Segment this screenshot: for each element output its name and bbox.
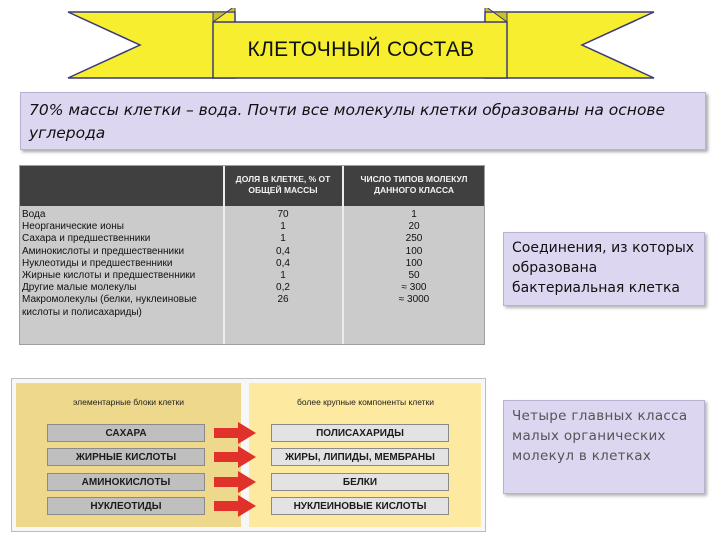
- table-row-share: [225, 307, 341, 320]
- table-row-share: 0,4: [276, 257, 290, 269]
- arrow-right-icon: [214, 422, 256, 444]
- small-unit-box: АМИНОКИСЛОТЫ: [47, 473, 205, 491]
- table-row-share: 70: [277, 209, 289, 220]
- column-divider: [342, 166, 344, 344]
- table-row-types: 100: [405, 245, 423, 257]
- table-row-name: Макромолекулы (белки, нуклеиновые: [22, 294, 197, 306]
- small-unit-box: ЖИРНЫЕ КИСЛОТЫ: [47, 448, 205, 466]
- left-panel-header: элементарные блоки клетки: [73, 397, 184, 407]
- subtitle-box: 70% массы клетки – вода. Почти все молекулы клетки образованы на основе углерода: [20, 92, 706, 150]
- table-row-name: кислоты и полисахариды): [22, 306, 142, 318]
- table-row-name: Неорганические ионы: [22, 221, 124, 233]
- arrow-right-icon: [214, 471, 256, 493]
- large-unit-box: БЕЛКИ: [271, 473, 449, 491]
- large-unit-box: ПОЛИСАХАРИДЫ: [271, 424, 449, 442]
- table-row-types: [345, 307, 483, 320]
- table-row-types: 20: [408, 221, 420, 233]
- page-title: КЛЕТОЧНЫЙ СОСТАВ: [247, 38, 475, 61]
- building-blocks-diagram: [11, 378, 486, 532]
- large-unit-box: НУКЛЕИНОВЫЕ КИСЛОТЫ: [271, 497, 449, 515]
- table-row-name: Сахара и предшественники: [22, 233, 151, 245]
- table-row-types: ≈ 3000: [398, 294, 430, 306]
- table-row-name: Аминокислоты и предшественники: [22, 245, 185, 257]
- table-row-share: 1: [280, 221, 286, 233]
- small-unit-box: НУКЛЕОТИДЫ: [47, 497, 205, 515]
- table-row-share: 0,2: [276, 282, 290, 294]
- composition-table: [19, 165, 485, 345]
- small-unit-box: САХАРА: [47, 424, 205, 442]
- table-row-share: 1: [280, 270, 286, 281]
- table-row-types: ≈ 300: [401, 282, 427, 294]
- ribbon-left-tail: [68, 12, 235, 78]
- table-row-types: 100: [405, 257, 423, 269]
- header-share: ДОЛЯ В КЛЕТКЕ, % ОТ ОБЩЕЙ МАССЫ: [235, 174, 331, 195]
- table-row-types: 50: [408, 270, 420, 281]
- arrow-right-icon: [214, 446, 256, 468]
- note-bacterial-cell: Соединения, из которых образована бактериальная клетка: [503, 232, 705, 306]
- header-types: ЧИСЛО ТИПОВ МОЛЕКУЛ ДАННОГО КЛАССА: [360, 174, 468, 195]
- right-panel-header: более крупные компоненты клетки: [296, 397, 435, 407]
- table-row-name: Другие малые молекулы: [22, 282, 137, 294]
- large-unit-box: ЖИРЫ, ЛИПИДЫ, МЕМБРАНЫ: [271, 448, 449, 466]
- table-row-name: Вода: [22, 209, 46, 220]
- table-row-types: 250: [405, 233, 423, 245]
- table-row-share: 1: [280, 233, 286, 245]
- table-row-name: Нуклеотиды и предшественники: [22, 257, 173, 269]
- note-organic-molecules: Четыре главных класса малых органических молекул в клетках: [503, 400, 705, 494]
- ribbon-right-tail: [485, 12, 654, 78]
- arrow-right-icon: [214, 495, 256, 517]
- table-row-name: Жирные кислоты и предшественники: [22, 270, 196, 281]
- table-row-types: 1: [411, 209, 417, 220]
- table-row-share: 0,4: [276, 245, 290, 257]
- table-row-share: 26: [277, 294, 289, 306]
